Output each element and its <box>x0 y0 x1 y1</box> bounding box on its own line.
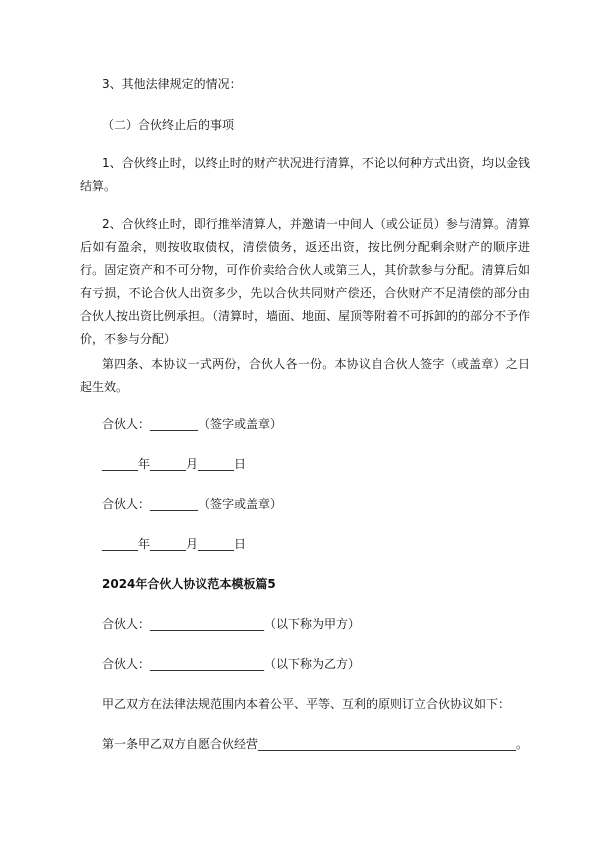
section-2-heading: （二）合伙终止后的事项 <box>102 118 235 132</box>
clause-2-paragraph: 2、合伙终止时，即行推举清算人，并邀请一中间人（或公证员）参与清算。清算后如有盈余，则按收取债权，清偿债务，返还出资，按比例分配剩余财产的顺序进行。固定资产和不可分物，可作价卖给合伙人或第三人，其价款参与分配。清算后如有亏损，不论合伙人出资多少，先以合伙共同财产偿还，合伙财产不足清偿的部分由合伙人按出资比例承担。（清算时，墙面、地面、屋顶等附着不可拆卸的的部分不予作价，不参与分配） <box>80 217 531 346</box>
partner-a-line: 合伙人：___________________（以下称为甲方） <box>102 617 361 631</box>
clause-1-paragraph: 1、合伙终止时，以终止时的财产状况进行清算，不论以何种方式出资，均以金钱结算。 <box>80 156 530 193</box>
date-line-1: ______年______月______日 <box>102 457 247 471</box>
item-3-text: 3、其他法律规定的情况： <box>102 77 242 91</box>
signature-line-1: 合伙人：________（签字或盖章） <box>102 417 283 431</box>
agreement-intro: 甲乙双方在法律法规范围内本着公平、平等、互利的原则订立合伙协议如下： <box>102 697 511 711</box>
template-heading: 2024年合伙人协议范本模板篇5 <box>102 577 276 591</box>
partner-b-line: 合伙人：___________________（以下称为乙方） <box>102 657 361 671</box>
signature-line-2: 合伙人：________（签字或盖章） <box>102 497 283 511</box>
date-line-2: ______年______月______日 <box>102 537 247 551</box>
article-1-line: 第一条甲乙双方自愿合伙经营___________________________________________。 <box>102 737 529 751</box>
article-4-paragraph: 第四条、本协议一式两份，合伙人各一份。本协议自合伙人签字（或盖章）之日起生效。 <box>80 357 530 394</box>
